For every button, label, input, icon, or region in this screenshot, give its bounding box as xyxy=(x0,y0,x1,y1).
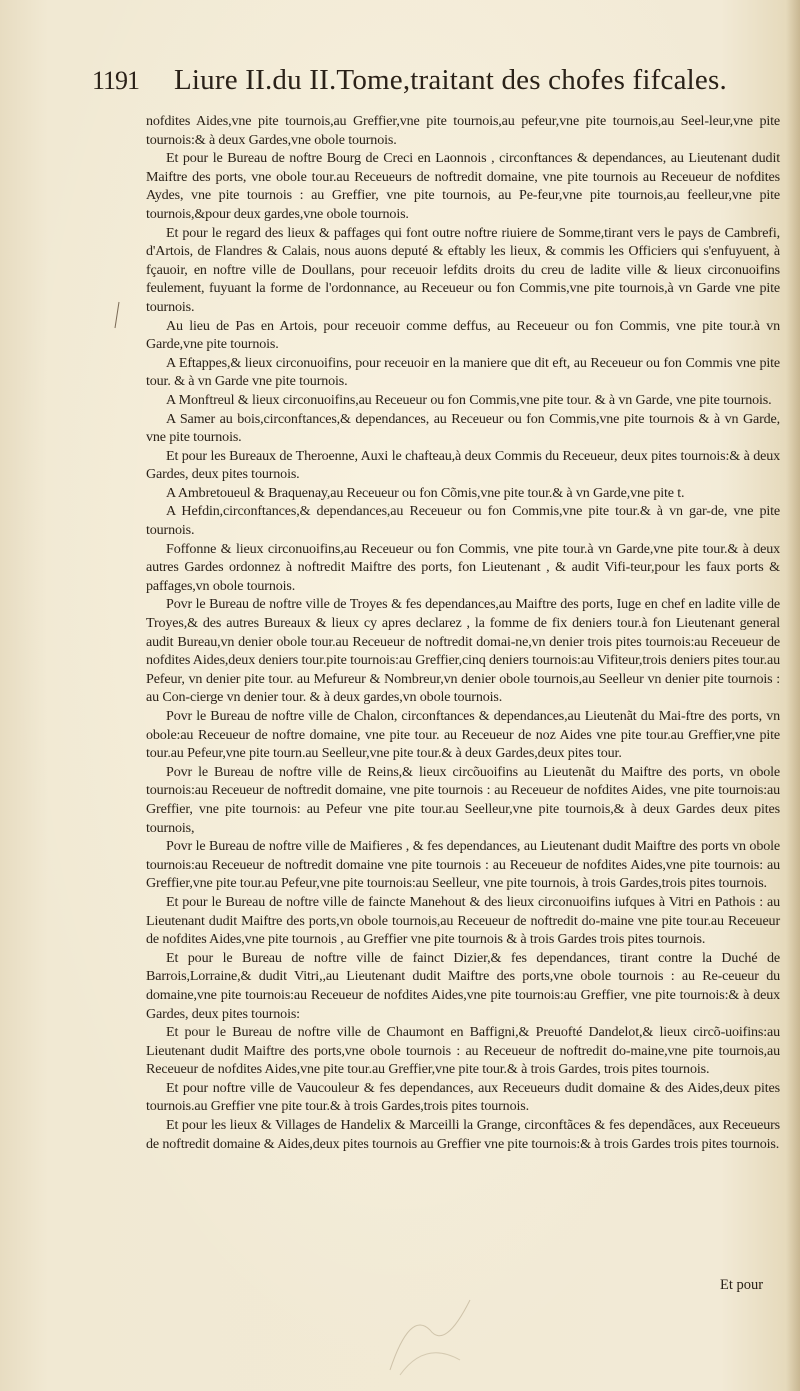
body-text xyxy=(146,112,780,1153)
paragraph: A Monftreul & lieux circonuoifins,au Receueur ou fon Commis,vne pite tour. & à vn Garde, vne pite tournois. xyxy=(166,391,772,408)
running-title: Liure II.du II.Tome,traitant des chofes fifcales. xyxy=(174,64,727,96)
paragraph: Et pour le regard des lieux & paffages qui font outre noftre riuiere de Somme,tirant vers le pays de Cambrefi, d'Artois, de Flandres & Calais, nous auons deputé & eftably les lieux, & commis les Officiers qui s'enfuyuent, à fçauoir, en noftre ville de Doullans, pour receuoir lefdits droits du creu de ladite ville & lieux circonuoifins feulement, fuyuant la forme de l'ordonnance, au Receueur ou fon Commis,vne pite tournois,à vn Garde vne pite tournois. xyxy=(146,224,780,315)
paragraph: Et pour le Bureau de noftre ville de fainct Dizier,& fes dependances, tirant contre la Duché de Barrois,Lorraine,& dudit Vitri,,au Lieutenant dudit Maiftre des ports,vne obole tournois : au Re-ceueur du domaine,vne pite tournois:au Receueur de nofdites Aides,vne pite tournois:au Greffier, vne pite tournois:& à deux Gardes, deux pites tournois: xyxy=(146,949,780,1022)
paragraph: Povr le Bureau de noftre ville de Reins,& lieux circõuoifins au Lieutenãt du Maiftre des ports, vn obole tournois:au Receueur de noftredit domaine, vne pite tournois : au Receueur de nofdites Aides, vne pite tournois:au Greffier, vne pite tournois: au Pefeur vne pite tour.au Seelleur,vne pite tournois,& à deux Gardes deux pites tournois, xyxy=(146,763,780,836)
paragraph: A Samer au bois,circonftances,& dependances, au Receueur ou fon Commis,vne pite tournois & à vn Garde, vne pite tournois. xyxy=(146,410,780,446)
paragraph: Et pour les Bureaux de Theroenne, Auxi le chafteau,à deux Commis du Receueur, deux pites tournois:& à deux Gardes, deux pites tournois. xyxy=(146,447,780,483)
paragraph: Et pour le Bureau de noftre Bourg de Creci en Laonnois , circonftances & dependances, au Lieutenant dudit Maiftre des ports, vne obole tour.au Receueurs de noftredit domaine, vne pite tournois au Receueur de nofdites Aydes, vne pite tournois : au Greffier, vne pite tournois, au Pe-feur,vne pite tournois,au feelleur,vne pite tournois,&pour deux gardes,vne obole tournois. xyxy=(146,150,780,222)
paragraph: A Ambretoueul & Braquenay,au Receueur ou fon Cõmis,vne pite tour.& à vn Garde,vne pite t. xyxy=(166,484,685,501)
paragraph: Et pour les lieux & Villages de Handelix & Marceilli la Grange, circonftãces & fes dependãces, aux Receueurs de noftredit domaine & Aides,deux pites tournois au Greffier vne pite tournois:& à trois Gardes trois pites tournois. xyxy=(146,1117,780,1152)
folio-number: 1191 xyxy=(92,66,140,95)
paragraph: Au lieu de Pas en Artois, pour receuoir comme deffus, au Receueur ou fon Commis, vne pite tour.à vn Garde,vne pite tournois. xyxy=(146,317,780,353)
paragraph: Et pour le Bureau de noftre ville de faincte Manehout & des lieux circonuoifins iufques à Vitri en Pathois : au Lieutenant dudit Maiftre des ports,vn obole tournois,au Receueur de noftredit do-maine vne pite tour.au Receueur de nofdites Aides,vne pite tournois , au Greffier vne pite tournois & à trois Gardes trois pites tournois. xyxy=(146,893,780,948)
paragraph: Povr le Bureau de noftre ville de Chalon, circonftances & dependances,au Lieutenãt du Mai-ftre des ports, vn obole:au Receueur de noftre domaine, vne pite tour. au Receueur de noz Aides vne pite tour.au Greffier,vne pite tour.au Pefeur,vne pite tourn.au Seelleur,vne pite tour.& à deux Gardes,deux pites tour. xyxy=(146,708,780,762)
paragraph: A Eftappes,& lieux circonuoifins, pour receuoir en la maniere que dit eft, au Receueur ou fon Commis vne pite tour. & à vn Garde vne pite tournois. xyxy=(146,354,780,390)
paragraph: Povr le Bureau de noftre ville de Maifieres , & fes dependances, au Lieutenant dudit Maiftre des ports vn obole tournois:au Receueur de noftredit domaine vne pite tournois : au Receueur de nofdites Aides,vne pite tournois: au Greffier,vne pite tour.au Pefeur,vne pite tournois:au Seelleur, vne pite tournois, à trois Gardes,trois pites tournois. xyxy=(146,838,780,892)
paragraph: Povr le Bureau de noftre ville de Troyes & fes dependances,au Maiftre des ports, Iuge en chef en ladite ville de Troyes,& des autres Bureaux & lieux cy apres declarez , la fomme de fix deniers tour.à fon Lieutenant general audit Bureau,vn denier obole tour.au Receueur de noftredit domai-ne,vn denier trois pites tournois:au Receueur de nofdites Aides,deux deniers tour.pite tournois:au Greffier,cinq deniers tournois:au Vifiteur,trois deniers pites tour.au Pefeur, vn denier pite tour. au Mefureur & Nombreur,vn denier obole tournois,au Seelleur vn denier pite tournois : au Con-cierge vn denier tour. & à deux gardes,vn obole tournois. xyxy=(146,596,780,706)
page-edge-shadow xyxy=(786,0,800,1391)
paragraph: Et pour noftre ville de Vaucouleur & fes dependances, aux Receueurs dudit domaine & des Aides,deux pites tournois.au Greffier vne pite tour.& à trois Gardes,trois pites tournois. xyxy=(146,1079,780,1115)
paragraph: A Hefdin,circonftances,& dependances,au Receueur ou fon Commis,vne pite tour.& à vn gar-de, vne pite tournois. xyxy=(146,503,780,539)
paragraph: nofdites Aides,vne pite tournois,au Greffier,vne pite tournois,au pefeur,vne pite tournois,au Seel-leur,vne pite tournois:& à deux Gardes,vne obole tournois. xyxy=(146,113,780,148)
margin-pen-mark xyxy=(112,300,122,330)
page-header xyxy=(92,64,772,108)
paragraph: Et pour le Bureau de noftre ville de Chaumont en Baffigni,& Preuofté Dandelot,& lieux circõ-uoifins:au Lieutenant dudit Maiftre des ports,vne obole tournois : au Receueur de noftredit do-maine,vne pite tournois,au Receueur de nofdites Aides,vne pite tour.au Greffier,vne pite tour.& à trois Gardes, trois pites tournois. xyxy=(146,1024,780,1078)
catchword: Et pour xyxy=(720,1277,764,1293)
faint-sketch-mark xyxy=(370,1290,490,1380)
paragraph: Foffonne & lieux circonuoifins,au Receueur ou fon Commis, vne pite tour.à vn Garde,vne pite tour.& à deux autres Gardes ordonnez à noftredit Maiftre des ports, fon Lieutenant , & audit Vifi-teur,pour les faux ports & paffages,vn obole tournois. xyxy=(146,540,780,594)
